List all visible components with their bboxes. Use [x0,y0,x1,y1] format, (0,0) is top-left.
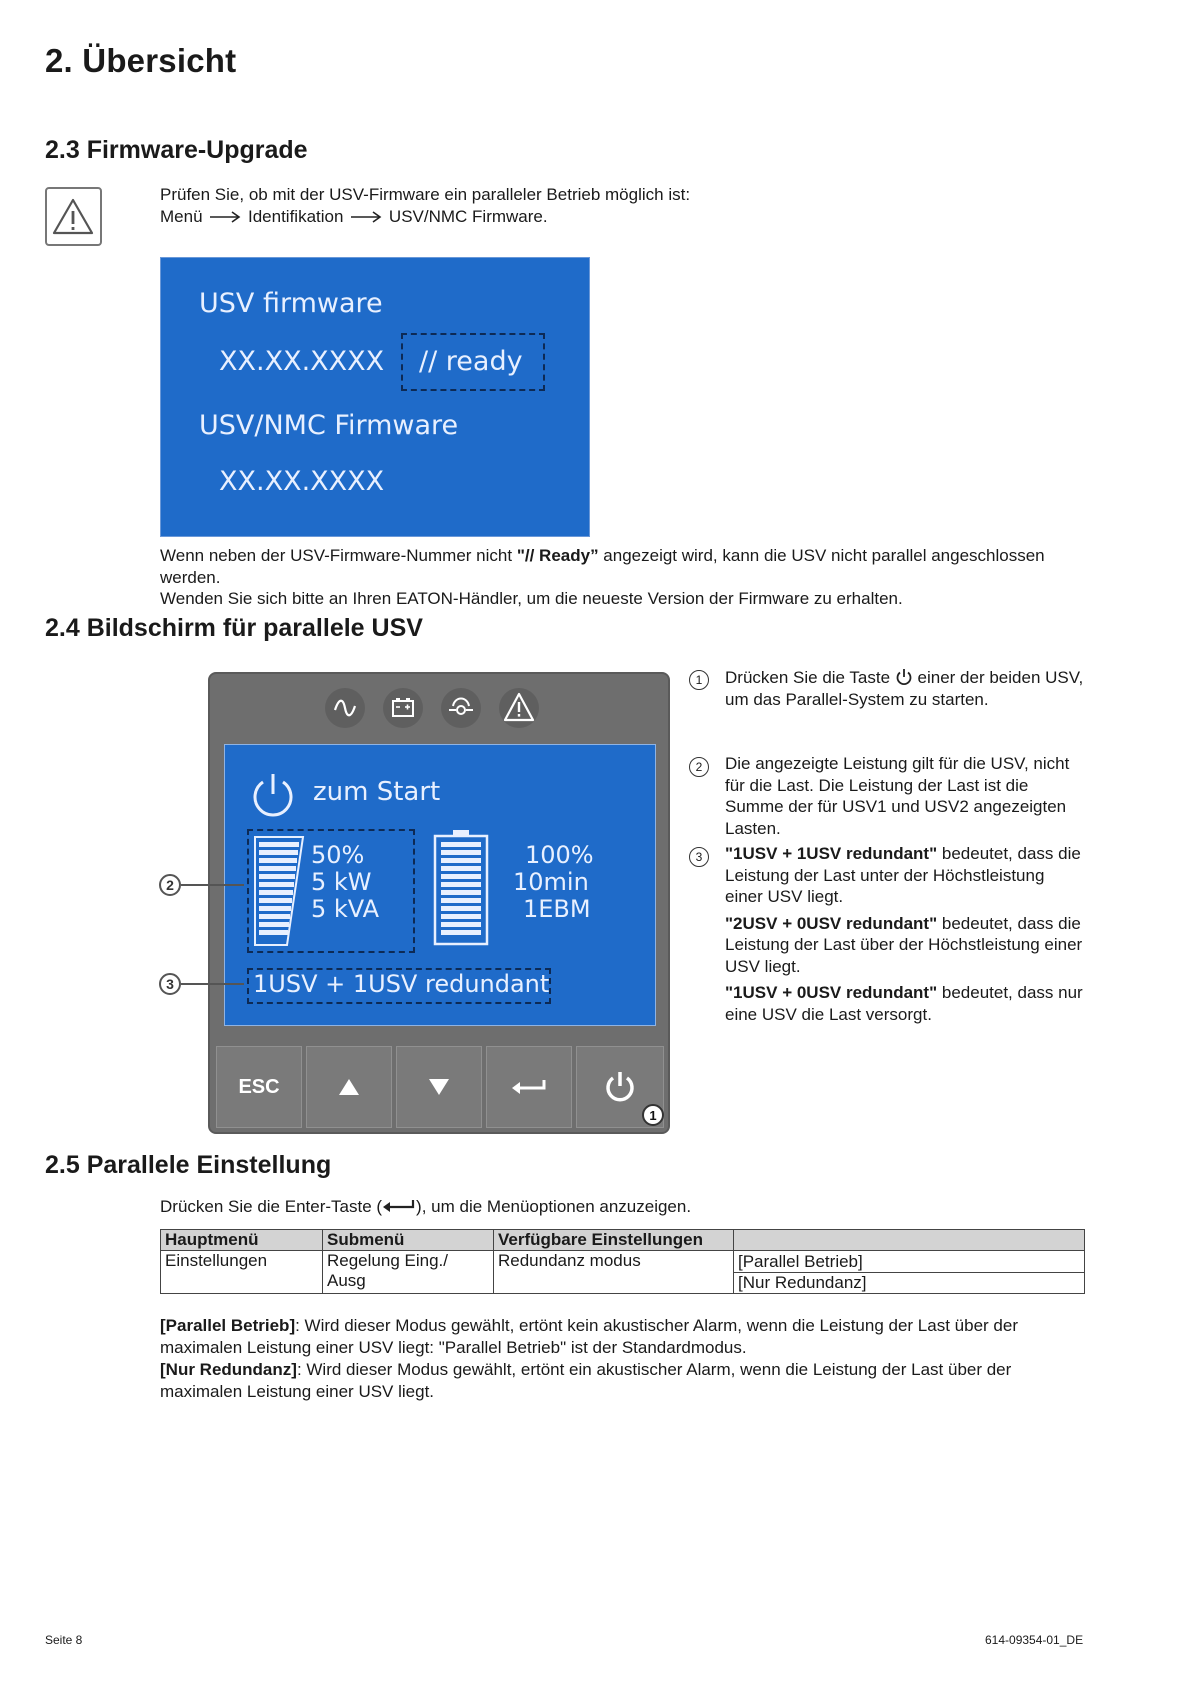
section-title-firmware: 2.3 Firmware-Upgrade [45,136,308,164]
firmware-note [160,545,1060,610]
item-number-2: 2 [689,757,709,777]
chapter-title: 2. Übersicht [45,42,237,79]
ups-control-panel [208,672,670,1134]
mode-desc: : Wird dieser Modus gewählt, ertönt kein akustischer Alarm, wenn die Leistung der Last über der maximalen Leistung einer USV liegt: "Parallel Betrieb" ist der Standardmodus. [160,1316,1018,1357]
triangle-up-icon [338,1078,360,1096]
warning-box [45,187,102,246]
fw-label-ups: USV firmware [199,288,383,319]
table-header [734,1230,1085,1251]
power-icon [249,770,297,818]
power-symbol-icon [895,668,913,686]
table-cell-sub: Regelung Eing./ Ausg [323,1251,494,1294]
fw-value-ups: XX.XX.XXXX [219,346,385,377]
menu-path-item: Identifikation [248,206,344,226]
page-number: Seite 8 [45,1633,83,1647]
mode-term: [Parallel Betrieb] [160,1316,296,1335]
fw-ready-text: // ready [419,346,523,377]
table-header-row [161,1230,1085,1251]
setting-intro-text: Drücken Sie die Enter-Taste ( [160,1197,383,1216]
redundancy-desc: bedeutet, dass nur eine USV die Last versorgt. [725,983,1083,1024]
fw-label-nmc: USV/NMC Firmware [199,410,459,441]
down-button[interactable] [396,1046,482,1128]
firmware-note-contact: Wenden Sie sich bitte an Ihren EATON-Händler, um die neueste Version der Firmware zu erhalten. [160,589,903,608]
setting-intro [160,1196,1060,1218]
section-title-parallel-screen: 2.4 Bildschirm für parallele USV [45,614,423,642]
triangle-down-icon [428,1078,450,1096]
firmware-screen [160,257,590,537]
load-kw: 5 kW [311,868,372,896]
battery-runtime: 10min [513,868,589,896]
battery-ebm: 1EBM [523,895,591,923]
table-row [161,1251,1085,1273]
table-cell-main: Einstellungen [161,1251,323,1294]
mode-descriptions [160,1315,1060,1403]
enter-key-icon [382,1199,416,1213]
table-header: Verfügbare Einstellungen [494,1230,734,1251]
menu-path-item: Menü [160,206,203,226]
lcd-screen [224,744,656,1026]
redundancy-term: "1USV + 0USV redundant" [725,983,938,1002]
power-icon [603,1070,637,1104]
battery-icon [383,688,423,728]
bypass-icon [441,688,481,728]
redundancy-desc: bedeutet, dass die Leistung der Last unter der Höchstleistung einer USV liegt. [725,844,1081,906]
mode-description [160,1315,1060,1359]
settings-table [160,1229,1085,1294]
callout-2: 2 [159,874,181,896]
mode-term: [Nur Redundanz] [160,1360,297,1379]
item-3 [725,843,1085,1025]
start-label: zum Start [313,777,441,807]
callout-badge-1: 1 [642,1104,664,1126]
firmware-intro-line: Prüfen Sie, ob mit der USV-Firmware ein paralleler Betrieb möglich ist: [160,185,691,204]
redundancy-explanation [725,982,1085,1025]
section-title-parallel-setting: 2.5 Parallele Einstellung [45,1151,332,1179]
arrow-right-icon [209,211,241,223]
table-cell-option: [Nur Redundanz] [734,1273,1085,1294]
battery-percent: 100% [525,841,594,869]
menu-path-item: USV/NMC Firmware. [388,206,548,226]
enter-arrow-icon [511,1079,547,1095]
setting-intro-text: ), um die Menüoptionen anzuzeigen. [416,1197,692,1216]
menu-path [160,206,1060,228]
warning-triangle-icon [47,189,100,244]
mode-desc: : Wird dieser Modus gewählt, ertönt ein akustischer Alarm, wenn die Leistung der Last über der maximalen Leistung einer USV liegt. [160,1360,1012,1401]
firmware-note-bold: "// Ready” [516,546,599,565]
firmware-note-text: Wenn neben der USV-Firmware-Nummer nicht [160,546,517,565]
item-1 [725,667,1085,710]
ac-wave-icon [325,688,365,728]
callout-3: 3 [159,973,181,995]
item-1-text: einer der beiden USV, um das Parallel-System zu starten. [725,668,1084,709]
table-header: Hauptmenü [161,1230,323,1251]
load-percent: 50% [311,841,365,869]
esc-button[interactable]: ESC [216,1046,302,1128]
document-number: 614-09354-01_DE [985,1633,1084,1647]
item-2: Die angezeigte Leistung gilt für die USV, nicht für die Last. Die Leistung der Last ist die Summe der für USV1 und USV2 angezeigten Lasten. [725,754,1070,838]
redundancy-explanation [725,913,1085,978]
fw-value-nmc: XX.XX.XXXX [219,466,385,497]
redundancy-explanation [725,843,1085,908]
redundancy-status: 1USV + 1USV redundant [253,970,550,998]
mode-description [160,1359,1060,1403]
load-kva: 5 kVA [311,895,380,923]
battery-level-icon [433,829,489,947]
callout-line-3 [181,983,244,985]
item-number-3: 3 [689,847,709,867]
alarm-icon [499,688,539,728]
callout-line-2 [181,884,244,886]
item-1-text: Drücken Sie die Taste [725,668,891,687]
item-number-1: 1 [689,670,709,690]
load-bargraph-icon [253,835,305,947]
redundancy-term: "2USV + 0USV redundant" [725,913,938,933]
arrow-right-icon [350,211,382,223]
firmware-intro [160,184,1060,227]
redundancy-desc: bedeutet, dass die Leistung der Last über der Höchstleistung einer USV liegt. [725,913,1083,976]
table-cell-option: [Parallel Betrieb] [734,1251,1085,1273]
enter-button[interactable] [486,1046,572,1128]
table-header: Submenü [323,1230,494,1251]
up-button[interactable] [306,1046,392,1128]
firmware-note-text: angezeigt wird, kann die USV nicht parallel angeschlossen werden. [160,546,1045,587]
redundancy-term: "1USV + 1USV redundant" [725,844,938,863]
table-cell-setting: Redundanz modus [494,1251,734,1294]
